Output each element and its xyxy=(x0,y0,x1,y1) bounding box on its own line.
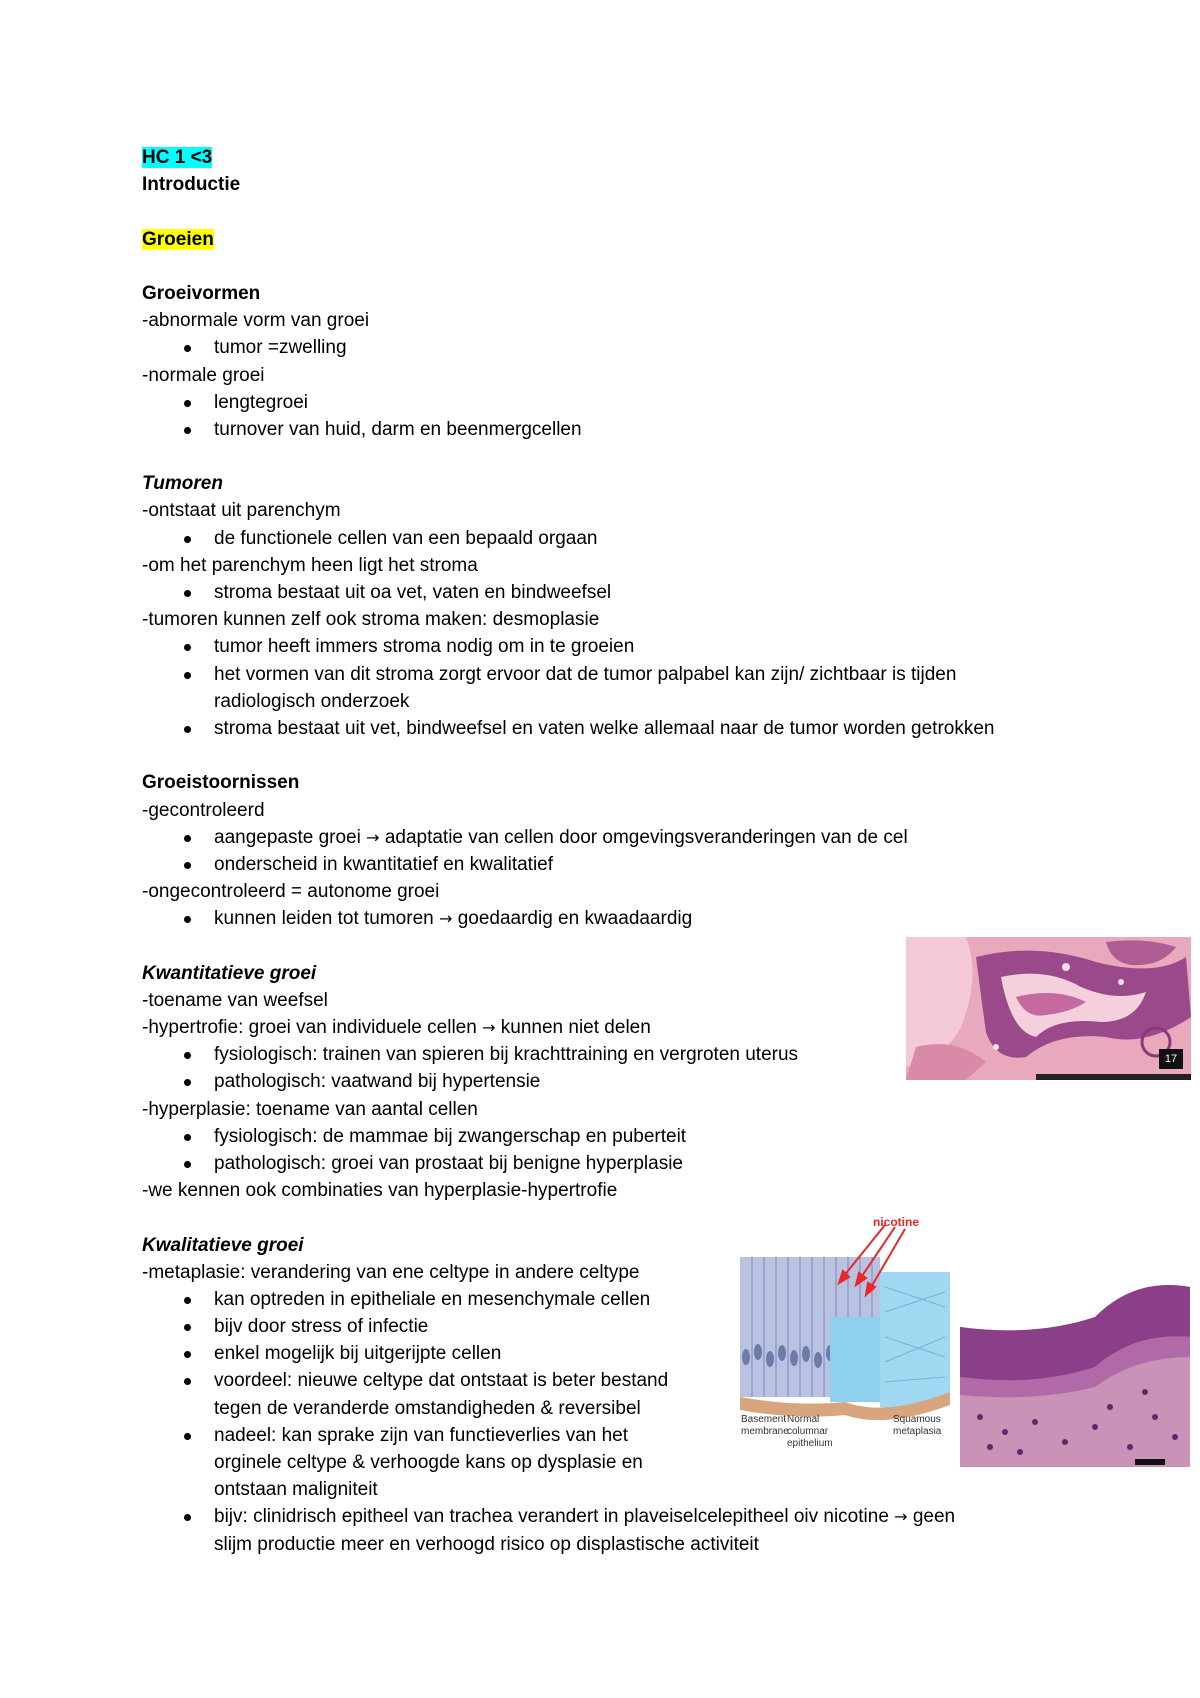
heading-groeistoornissen: Groeistoornissen xyxy=(142,772,300,794)
bullet-continuation: radiologisch onderzoek xyxy=(214,690,410,712)
text-line: -ongecontroleerd = autonome groei xyxy=(142,881,440,903)
label-squamous-metaplasia: Squamous metaplasia xyxy=(893,1414,942,1437)
section-heading: Groeien xyxy=(142,228,214,250)
bullet-item: nadeel: kan sprake zijn van functieverlies van het xyxy=(142,1422,1082,1449)
text-line: -toename van weefsel xyxy=(142,989,328,1011)
histology-micrograph xyxy=(906,937,1191,1080)
text-line: -om het parenchym heen ligt het stroma xyxy=(142,554,478,576)
text-line: -hyperplasie: toename van aantal cellen xyxy=(142,1098,478,1120)
bullet-continuation: tegen de veranderde omstandigheden & reversibel xyxy=(214,1397,641,1419)
arrow-icon: → xyxy=(366,827,380,847)
bullet-continuation: slijm productie meer en verhoogd risico op displastische activiteit xyxy=(214,1533,759,1555)
text-line: -tumoren kunnen zelf ook stroma maken: desmoplasie xyxy=(142,609,600,631)
bullet-item: bijv: clinidrisch epitheel van trachea verandert in plaveiselcelepitheel oiv nicotine → geen xyxy=(142,1503,1082,1530)
heading-groeivormen: Groeivormen xyxy=(142,282,261,304)
histology-image xyxy=(906,937,1191,1080)
bullet-continuation: ontstaan maligniteit xyxy=(214,1479,378,1501)
bullet-item: het vormen van dit stroma zorgt ervoor dat de tumor palpabel kan zijn/ zichtbaar is tijden xyxy=(142,661,1082,688)
text-line: -normale groei xyxy=(142,364,265,386)
nicotine-label: nicotine xyxy=(873,1217,920,1229)
bullet-item: fysiologisch: trainen van spieren bij krachttraining en vergroten uterus xyxy=(142,1041,1082,1068)
text-line: -hypertrofie: groei van individuele cellen → kunnen niet delen xyxy=(142,1017,651,1038)
label-basement-membrane: Basement membrane xyxy=(741,1414,789,1437)
heading-kwalitatief: Kwalitatieve groei xyxy=(142,1234,304,1256)
text-line: -we kennen ook combinaties van hyperplasie-hypertrofie xyxy=(142,1180,618,1202)
bullet-item: stroma bestaat uit oa vet, vaten en bindweefsel xyxy=(142,579,1082,606)
bullet-item: lengtegroei xyxy=(142,389,1082,416)
text-line: -ontstaat uit parenchym xyxy=(142,500,341,522)
bullet-item: kunnen leiden tot tumoren → goedaardig en kwaadaardig xyxy=(142,905,1082,932)
lecture-subtitle: Introductie xyxy=(142,174,241,196)
bullet-item: pathologisch: vaatwand bij hypertensie xyxy=(142,1068,1082,1095)
arrow-icon: → xyxy=(439,909,453,929)
bullet-item: stroma bestaat uit vet, bindweefsel en vaten welke allemaal naar de tumor worden getrokken xyxy=(142,715,1082,742)
heading-kwantitatief: Kwantitatieve groei xyxy=(142,962,317,984)
bullet-item: bijv door stress of infectie xyxy=(142,1313,1082,1340)
arrow-icon: → xyxy=(482,1018,496,1037)
slide-number-badge: 17 xyxy=(1159,1049,1183,1069)
bullet-item: aangepaste groei → adaptatie van cellen door omgevingsveranderingen van de cel xyxy=(142,824,1082,851)
lecture-title: HC 1 <3 xyxy=(142,147,213,168)
bullet-item: tumor heeft immers stroma nodig om in te groeien xyxy=(142,633,1082,660)
bullet-item: onderscheid in kwantitatief en kwalitatief xyxy=(142,851,1082,878)
text-line: -abnormale vorm van groei xyxy=(142,310,370,332)
bullet-item: fysiologisch: de mammae bij zwangerschap en puberteit xyxy=(142,1123,1082,1150)
bullet-item: enkel mogelijk bij uitgerijpte cellen xyxy=(142,1340,1082,1367)
bullet-item: tumor =zwelling xyxy=(142,334,1082,361)
text-line: -gecontroleerd xyxy=(142,799,265,821)
bullet-item: turnover van huid, darm en beenmergcellen xyxy=(142,416,1082,443)
bullet-item: voordeel: nieuwe celtype dat ontstaat is beter bestand xyxy=(142,1367,1082,1394)
bullet-item: de functionele cellen van een bepaald orgaan xyxy=(142,525,1082,552)
label-normal-columnar-epithelium: Normal columnar epithelium xyxy=(787,1414,833,1449)
metaplasia-figure xyxy=(735,1217,1190,1467)
bullet-item: pathologisch: groei van prostaat bij benigne hyperplasie xyxy=(142,1150,1082,1177)
bullet-continuation: orginele celtype & verhoogde kans op dysplasie en xyxy=(214,1452,643,1473)
bullet-item: kan optreden in epitheliale en mesenchymale cellen xyxy=(142,1286,1082,1313)
heading-tumoren: Tumoren xyxy=(142,473,223,495)
arrow-icon: → xyxy=(894,1507,908,1527)
text-line: -metaplasie: verandering van ene celtype in andere celtype xyxy=(142,1261,640,1283)
